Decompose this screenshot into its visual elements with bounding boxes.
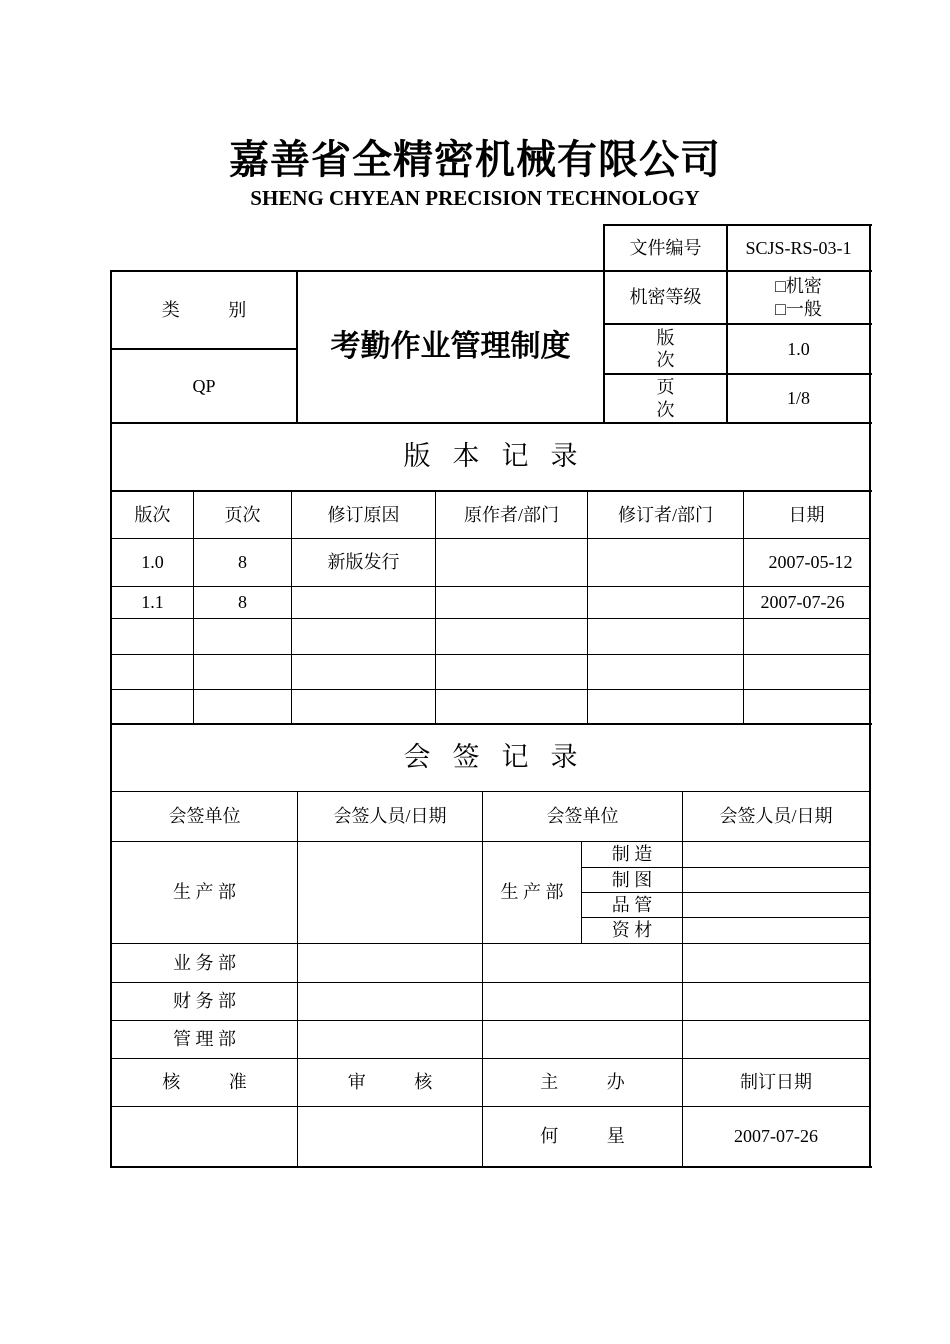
version-record-title: 版本记录 xyxy=(403,441,600,472)
signoff-unit-business: 业 务 部 xyxy=(173,952,236,973)
review-value xyxy=(298,1107,482,1166)
version-row-1-reviser xyxy=(588,539,743,586)
col-header-signoff-person-right: 会签人员/日期 xyxy=(719,806,833,827)
signoff-record-title: 会签记录 xyxy=(403,742,600,773)
version-row-1-version: 1.0 xyxy=(141,552,164,573)
col-header-revision-reason: 修订原因 xyxy=(327,504,400,525)
issue-date-value: 2007-07-26 xyxy=(734,1126,818,1147)
version-row-2-reason xyxy=(292,587,435,618)
secrecy-option-confidential[interactable]: □机密 xyxy=(775,276,822,296)
version-row-1-author xyxy=(436,539,587,586)
secrecy-level-options xyxy=(728,272,869,323)
approval-label: 核 准 xyxy=(162,1072,269,1093)
version-row-1-date: 2007-05-12 xyxy=(768,552,853,573)
file-number-label: 文件编号 xyxy=(629,237,702,258)
document-title: 考勤作业管理制度 xyxy=(330,329,571,365)
company-name-en: SHENG CHYEAN PRECISION TECHNOLOGY xyxy=(250,186,700,210)
issue-date-label: 制订日期 xyxy=(740,1072,812,1093)
version-row-1-pages: 8 xyxy=(238,552,247,573)
signoff-subunit-materials: 资 材 xyxy=(611,920,653,941)
signoff-unit-finance: 财 务 部 xyxy=(173,991,236,1012)
col-header-signoff-person-left: 会签人员/日期 xyxy=(333,806,447,827)
signoff-subunit-manufacturing: 制 造 xyxy=(611,844,653,865)
col-header-signoff-unit-right: 会签单位 xyxy=(546,806,619,827)
page-value: 1/8 xyxy=(786,388,810,409)
category-label: 类 别 xyxy=(161,299,269,320)
organizer-value: 何 星 xyxy=(540,1126,647,1147)
version-label: 版 次 xyxy=(656,327,697,370)
version-row-2-pages: 8 xyxy=(238,592,247,613)
version-value: 1.0 xyxy=(787,338,810,359)
version-row-2-version: 1.1 xyxy=(141,592,164,613)
signoff-unit-production-left: 生 产 部 xyxy=(173,882,236,903)
signoff-subunit-drafting: 制 图 xyxy=(611,869,653,890)
signoff-subunit-quality: 品 管 xyxy=(611,894,653,915)
version-row-2-reviser xyxy=(588,587,743,618)
secrecy-level-label: 机密等级 xyxy=(629,287,702,308)
signoff-unit-management: 管 理 部 xyxy=(173,1029,236,1050)
version-row-2-date: 2007-07-26 xyxy=(760,592,845,613)
secrecy-option-general[interactable]: □一般 xyxy=(775,298,822,319)
page-label: 页 次 xyxy=(656,377,697,420)
col-header-version: 版次 xyxy=(134,504,171,525)
col-header-original-author: 原作者/部门 xyxy=(463,504,559,525)
col-header-signoff-unit-left: 会签单位 xyxy=(168,806,241,827)
approval-value xyxy=(112,1107,297,1166)
company-name-cn: 嘉善省全精密机械有限公司 xyxy=(229,137,721,183)
col-header-pages: 页次 xyxy=(224,504,261,525)
signoff-unit-production-right: 生 产 部 xyxy=(500,882,564,903)
review-label: 审 核 xyxy=(347,1072,455,1093)
organizer-label: 主 办 xyxy=(540,1072,647,1093)
category-value: QP xyxy=(192,375,216,396)
file-number-value: SCJS-RS-03-1 xyxy=(745,237,852,258)
col-header-date: 日期 xyxy=(788,504,825,525)
col-header-reviser: 修订者/部门 xyxy=(617,504,713,525)
version-row-2-author xyxy=(436,587,587,618)
version-row-1-reason: 新版发行 xyxy=(327,552,400,573)
